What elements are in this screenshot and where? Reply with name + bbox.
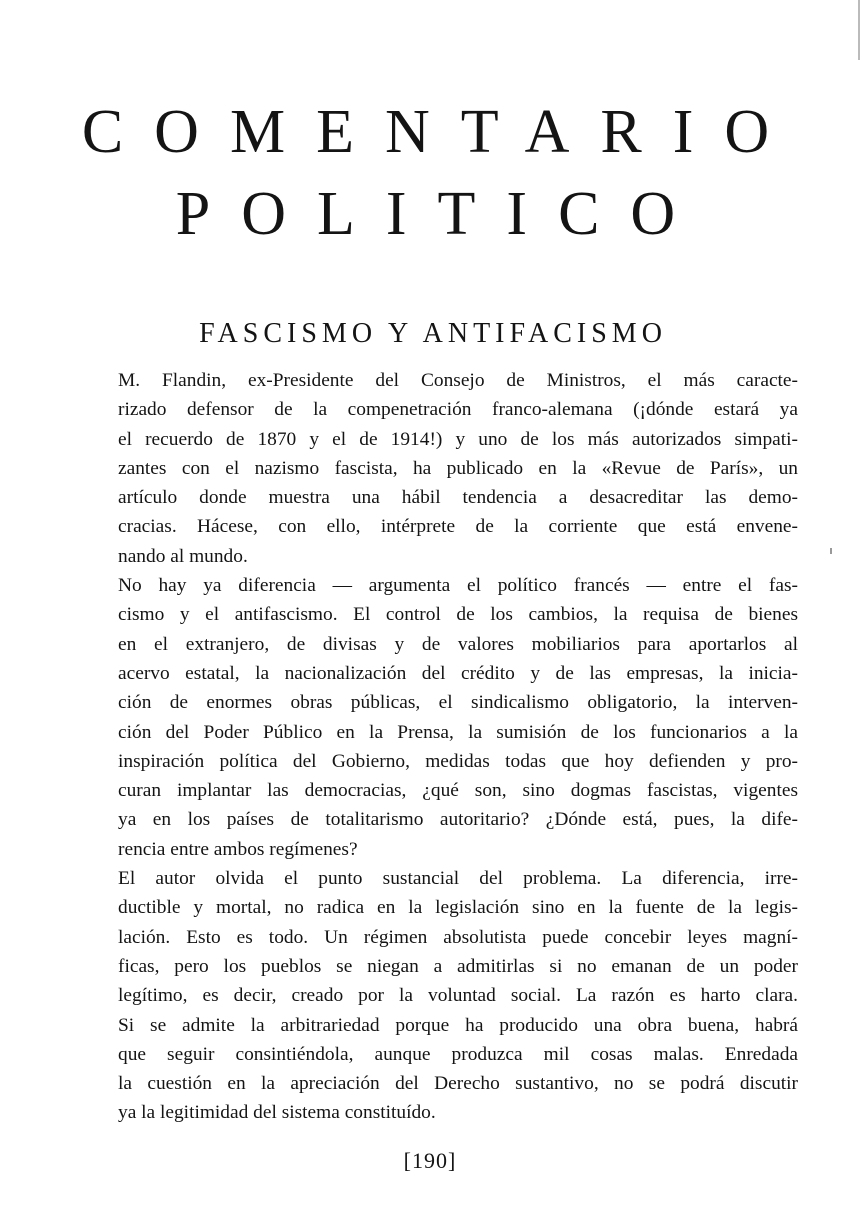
article-body (82, 366, 798, 1128)
text-line: legítimo, es decir, creado por la voluntad social. La razón es harto clara. (118, 985, 798, 1007)
text-line: ción del Poder Público en la Prensa, la sumisión de los funcionarios a la (118, 721, 798, 743)
text-line: nando al mundo. (118, 545, 248, 567)
text-line: ya la legitimidad del sistema constituído. (118, 1102, 436, 1124)
text-line: curan implantar las democracias, ¿qué son, sino dogmas fascistas, vigentes (118, 780, 798, 802)
text-line: rizado defensor de la compenetración franco-alemana (¡dónde estará ya (118, 399, 798, 421)
text-line: ductible y mortal, no radica en la legislación sino en la fuente de la legis- (118, 897, 798, 919)
text-line: acervo estatal, la nacionalización del crédito y de las empresas, la inicia- (118, 662, 798, 684)
text-line: ción de enormes obras públicas, el sindicalismo obligatorio, la interven- (118, 692, 798, 714)
paragraph-3 (82, 864, 798, 1128)
text-line: M. Flandin, ex-Presidente del Consejo de Ministros, el más caracte- (118, 370, 798, 391)
text-line: la cuestión en la apreciación del Derecho sustantivo, no se podrá discutir (118, 1073, 798, 1095)
text-line: Si se admite la arbitrariedad porque ha producido una obra buena, habrá (118, 1014, 798, 1036)
paragraph-2 (82, 571, 798, 864)
text-line: en el extranjero, de divisas y de valores mobiliarios para aportarlos al (118, 633, 798, 655)
text-line: El autor olvida el punto sustancial del problema. La diferencia, irre- (118, 868, 798, 890)
text-line: el recuerdo de 1870 y el de 1914!) y uno de los más autorizados simpati- (118, 428, 798, 450)
page-title-line-1: COMENTARIO (81, 98, 801, 166)
text-line: artículo donde muestra una hábil tendencia a desacreditar las demo- (118, 487, 798, 509)
page-title-line-2: POLITICO (175, 180, 707, 248)
text-line: zantes con el nazismo fascista, ha publicado en la «Revue de París», un (118, 457, 798, 479)
text-line: ficas, pero los pueblos se niegan a admitirlas si no emanan de un poder (118, 955, 798, 977)
text-line: cracias. Hácese, con ello, intérprete de la corriente que está envene- (118, 516, 798, 538)
text-line: rencia entre ambos regímenes? (118, 838, 358, 860)
text-line: que seguir consintiéndola, aunque produzca mil cosas malas. Enredada (118, 1043, 798, 1065)
page-number: [190] (403, 1148, 457, 1173)
text-line: No hay ya diferencia — argumenta el político francés — entre el fas- (118, 575, 798, 597)
text-line: lación. Esto es todo. Un régimen absolutista puede concebir leyes magní- (118, 926, 798, 948)
text-line: ya en los países de totalitarismo autoritario? ¿Dónde está, pues, la dife- (118, 809, 798, 831)
paragraph-1 (82, 366, 798, 571)
scan-speck (830, 548, 832, 554)
text-line: cismo y el antifascismo. El control de los cambios, la requisa de bienes (118, 604, 798, 626)
text-line: inspiración política del Gobierno, medidas todas que hoy defienden y pro- (118, 750, 798, 772)
article-subtitle: FASCISMO Y ANTIFACISMO (199, 318, 667, 349)
